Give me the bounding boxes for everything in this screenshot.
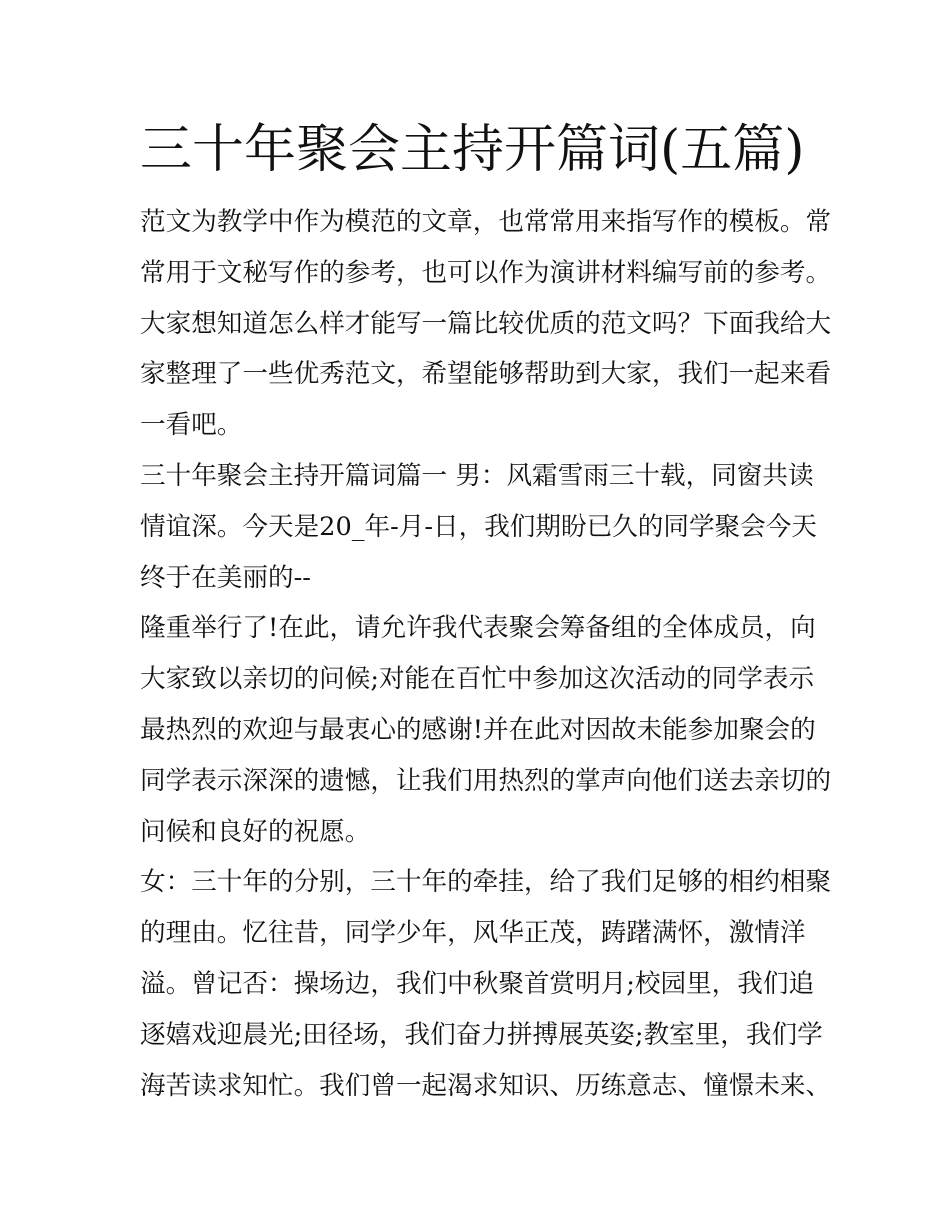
text-line: 情谊深。今天是20_年-月-日，我们期盼已久的同学聚会今天 bbox=[140, 511, 817, 542]
text-line: 隆重举行了!在此，请允许我代表聚会筹备组的全体成员，向 bbox=[140, 613, 816, 644]
document-title: 三十年聚会主持开篇词(五篇) bbox=[140, 120, 805, 180]
text-line: 大家想知道怎么样才能写一篇比较优质的范文吗？下面我给大 bbox=[140, 308, 832, 339]
text-line: 家整理了一些优秀范文，希望能够帮助到大家，我们一起来看 bbox=[140, 359, 832, 390]
text-line: 最热烈的欢迎与最衷心的感谢!并在此对因故未能参加聚会的 bbox=[140, 715, 816, 745]
text-line: 女：三十年的分别，三十年的牵挂，给了我们足够的相约相聚 bbox=[140, 867, 832, 898]
text-line: 范文为教学中作为模范的文章，也常常用来指写作的模板。常 bbox=[140, 207, 832, 237]
text-line: 问候和良好的祝愿。 bbox=[140, 816, 371, 847]
text-line: 的理由。忆往昔，同学少年，风华正茂，踌躇满怀，激情洋 bbox=[140, 918, 806, 949]
text-line: 一看吧。 bbox=[140, 410, 243, 441]
text-line: 溢。曾记否：操场边，我们中秋聚首赏明月;校园里，我们追 bbox=[140, 969, 815, 999]
text-line: 同学表示深深的遗憾，让我们用热烈的掌声向他们送去亲切的 bbox=[140, 765, 832, 796]
text-line: 三十年聚会主持开篇词篇一 男：风霜雪雨三十载，同窗共读 bbox=[140, 461, 814, 491]
text-line: 终于在美丽的-- bbox=[140, 562, 311, 593]
text-line: 逐嬉戏迎晨光;田径场，我们奋力拼搏展英姿;教室里，我们学 bbox=[140, 1019, 823, 1050]
text-line: 大家致以亲切的问候;对能在百忙中参加这次活动的同学表示 bbox=[140, 664, 815, 695]
text-line: 常用于文秘写作的参考，也可以作为演讲材料编写前的参考。 bbox=[140, 257, 832, 288]
text-line: 海苦读求知忙。我们曾一起渴求知识、历练意志、憧憬未来、 bbox=[140, 1070, 832, 1101]
